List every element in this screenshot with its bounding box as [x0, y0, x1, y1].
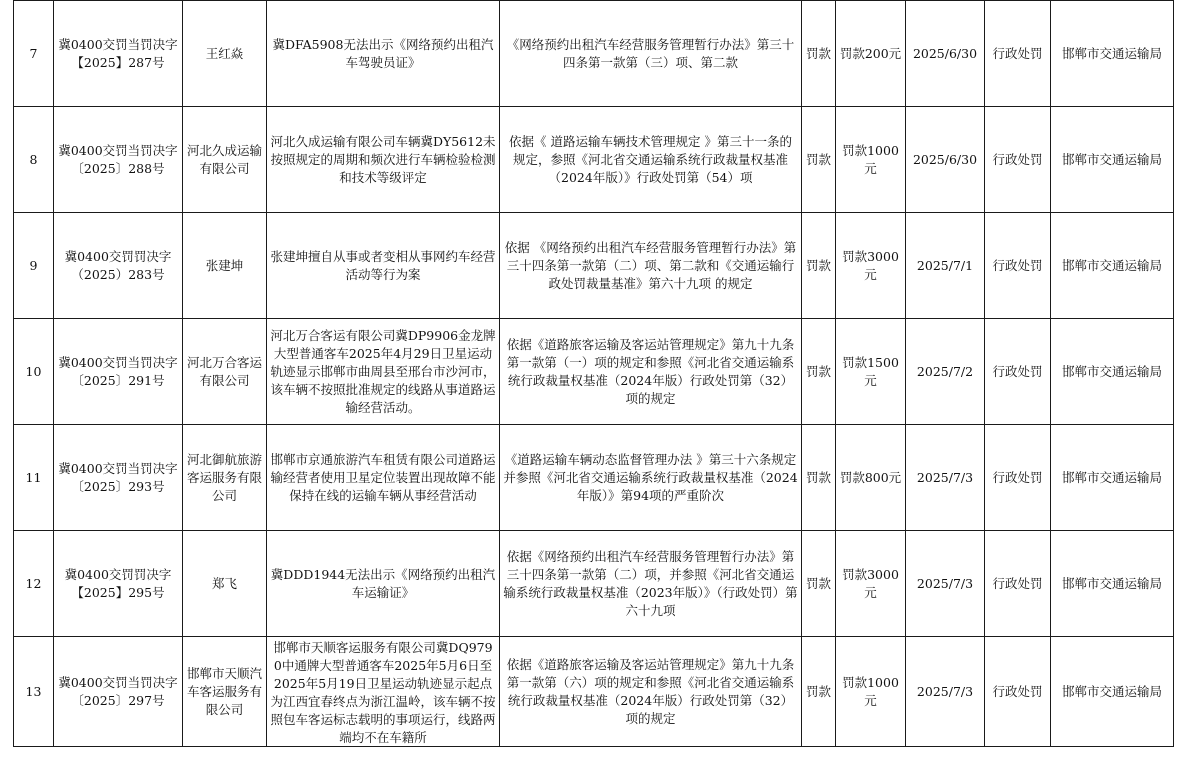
cell-facts-text: 邯郸市天顺客运服务有限公司冀DQ9790中通牌大型普通客车2025年5月6日至2025年5月19日卫星运动轨迹显示起点为江西宜春终点为浙江温岭，该车辆不按照包车客运标志载明的事项运行，线路两端均不在车籍所: [270, 639, 496, 745]
cell-category: 行政处罚: [985, 319, 1051, 425]
cell-party: 张建坤: [183, 213, 267, 319]
cell-facts: 河北万合客运有限公司冀DP9906金龙牌大型普通客车2025年4月29日卫星运动轨迹显示邯郸市曲周县至邢台市沙河市，该车辆不按照批准规定的线路从事道路运输经营活动。: [267, 319, 500, 425]
cell-party: 河北万合客运有限公司: [183, 319, 267, 425]
table-row: [14, 107, 1174, 213]
cell-facts: 张建坤擅自从事或者变相从事网约车经营活动等行为案: [267, 213, 500, 319]
cell-date: 2025/7/3: [906, 425, 985, 531]
cell-basis: 《网络预约出租汽车经营服务管理暂行办法》第三十四条第一款第（三）项、第二款: [500, 1, 802, 107]
cell-party: 郑飞: [183, 531, 267, 637]
cell-doc-number: 冀0400交罚当罚决字〔2025〕288号: [54, 107, 183, 213]
cell-amount: 罚款3000元: [836, 531, 906, 637]
cell-party: 王红焱: [183, 1, 267, 107]
table-row: [14, 319, 1174, 425]
cell-agency: 邯郸市交通运输局: [1051, 1, 1174, 107]
cell-category: 行政处罚: [985, 531, 1051, 637]
cell-category: 行政处罚: [985, 1, 1051, 107]
cell-amount: 罚款3000元: [836, 213, 906, 319]
cell-basis: 依据《道路旅客运输及客运站管理规定》第九十九条第一款第（一）项的规定和参照《河北省交通运输系统行政裁量权基准（2024年版）行政处罚第（32）项的规定: [500, 319, 802, 425]
cell-basis: 依据 《网络预约出租汽车经营服务管理暂行办法》第三十四条第一款第（二）项、第二款和《交通运输行政处罚裁量基准》第六十九项 的规定: [500, 213, 802, 319]
cell-agency: 邯郸市交通运输局: [1051, 213, 1174, 319]
cell-basis: 依据《 道路运输车辆技术管理规定 》第三十一条的规定，参照《河北省交通运输系统行政裁量权基准（2024年版）》行政处罚第（54）项: [500, 107, 802, 213]
table-row: [14, 531, 1174, 637]
cell-facts: 河北久成运输有限公司车辆冀DY5612未按照规定的周期和频次进行车辆检验检测和技术等级评定: [267, 107, 500, 213]
cell-basis: 依据《道路旅客运输及客运站管理规定》第九十九条第一款第（六）项的规定和参照《河北省交通运输系统行政裁量权基准（2024年版）行政处罚第（32）项的规定: [500, 637, 802, 747]
cell-date: 2025/7/3: [906, 531, 985, 637]
cell-category: 行政处罚: [985, 107, 1051, 213]
cell-no: 10: [14, 319, 54, 425]
cell-date: 2025/7/3: [906, 637, 985, 747]
cell-date: 2025/7/2: [906, 319, 985, 425]
cell-party: 邯郸市天顺汽车客运服务有限公司: [183, 637, 267, 747]
table-row: [14, 1, 1174, 107]
cell-no: 7: [14, 1, 54, 107]
cell-date: 2025/6/30: [906, 1, 985, 107]
cell-basis: 依据《网络预约出租汽车经营服务管理暂行办法》第三十四条第一款第（二）项，并参照《河北省交通运输系统行政裁量权基准（2023年版）》（行政处罚）第六十九项: [500, 531, 802, 637]
cell-amount: 罚款200元: [836, 1, 906, 107]
cell-type: 罚款: [802, 1, 836, 107]
cell-doc-number: 冀0400交罚当罚决字〔2025〕293号: [54, 425, 183, 531]
cell-facts: 邯郸市京通旅游汽车租赁有限公司道路运输经营者使用卫星定位装置出现故障不能保持在线的运输车辆从事经营活动: [267, 425, 500, 531]
cell-agency: 邯郸市交通运输局: [1051, 425, 1174, 531]
cell-type: 罚款: [802, 425, 836, 531]
cell-no: 11: [14, 425, 54, 531]
cell-type: 罚款: [802, 531, 836, 637]
cell-type: 罚款: [802, 107, 836, 213]
cell-amount: 罚款1500元: [836, 319, 906, 425]
cell-date: 2025/7/1: [906, 213, 985, 319]
cell-no: 8: [14, 107, 54, 213]
cell-doc-number: 冀0400交罚当罚决字〔2025〕297号: [54, 637, 183, 747]
cell-agency: 邯郸市交通运输局: [1051, 531, 1174, 637]
cell-party: 河北久成运输有限公司: [183, 107, 267, 213]
cell-type: 罚款: [802, 213, 836, 319]
cell-date: 2025/6/30: [906, 107, 985, 213]
cell-type: 罚款: [802, 637, 836, 747]
cell-no: 12: [14, 531, 54, 637]
cell-category: 行政处罚: [985, 425, 1051, 531]
cell-no: 13: [14, 637, 54, 747]
cell-facts: 冀DFA5908无法出示《网络预约出租汽车驾驶员证》: [267, 1, 500, 107]
table-row: [14, 637, 1174, 747]
cell-type: 罚款: [802, 319, 836, 425]
table-row: [14, 213, 1174, 319]
cell-agency: 邯郸市交通运输局: [1051, 107, 1174, 213]
cell-basis: 《道路运输车辆动态监督管理办法 》第三十六条规定并参照《河北省交通运输系统行政裁量权基准（2024年版）》第94项的严重阶次: [500, 425, 802, 531]
cell-category: 行政处罚: [985, 213, 1051, 319]
cell-doc-number: 冀0400交罚罚决字（2025）283号: [54, 213, 183, 319]
cell-facts: 冀DDD1944无法出示《网络预约出租汽车运输证》: [267, 531, 500, 637]
cell-amount: 罚款1000元: [836, 637, 906, 747]
cell-doc-number: 冀0400交罚当罚决字【2025】287号: [54, 1, 183, 107]
table-row: [14, 425, 1174, 531]
cell-amount: 罚款1000元: [836, 107, 906, 213]
cell-agency: 邯郸市交通运输局: [1051, 637, 1174, 747]
cell-doc-number: 冀0400交罚罚决字【2025】295号: [54, 531, 183, 637]
cell-agency: 邯郸市交通运输局: [1051, 319, 1174, 425]
cell-doc-number: 冀0400交罚当罚决字〔2025〕291号: [54, 319, 183, 425]
cell-no: 9: [14, 213, 54, 319]
cell-facts: [267, 637, 500, 747]
cell-party: 河北御航旅游客运服务有限公司: [183, 425, 267, 531]
penalty-table: [13, 0, 1174, 747]
cell-category: 行政处罚: [985, 637, 1051, 747]
cell-amount: 罚款800元: [836, 425, 906, 531]
